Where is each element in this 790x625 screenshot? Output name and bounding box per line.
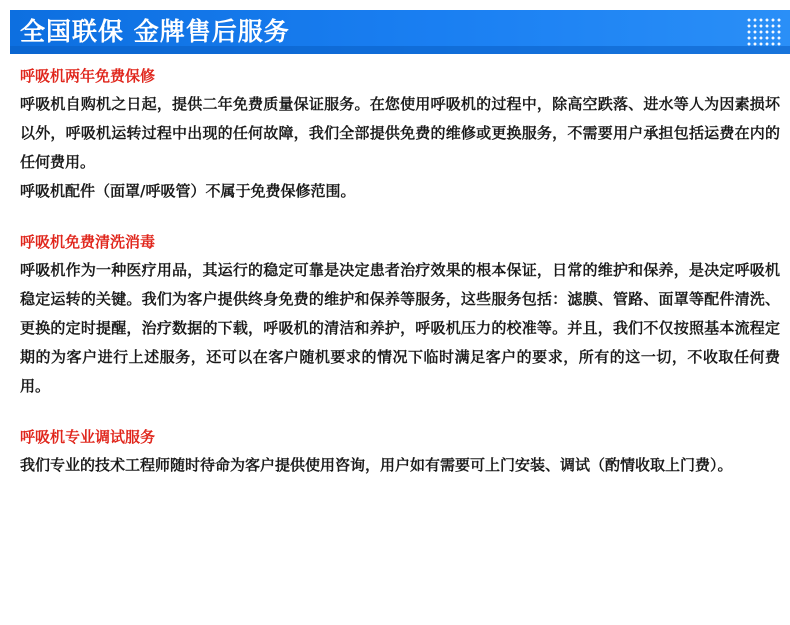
section-professional-setup: [20, 427, 780, 480]
dot-grid-decoration-icon: [746, 17, 782, 47]
banner-title: 全国联保 金牌售后服务: [20, 17, 290, 46]
section-paragraph: 呼吸机作为一种医疗用品，其运行的稳定可靠是决定患者治疗效果的根本保证，日常的维护和保养，是决定呼吸机稳定运转的关键。我们为客户提供终身免费的维护和保养等服务，这些服务包括：滤膜、管路、面罩等配件清洗、更换的定时提醒，治疗数据的下载，呼吸机的清洁和养护，呼吸机压力的校准等。并且，我们不仅按照基本流程定期的为客户进行上述服务，还可以在客户随机要求的情况下临时满足客户的要求，所有的这一切，不收取任何费用。: [20, 261, 780, 395]
section-paragraph: 我们专业的技术工程师随时待命为客户提供使用咨询，用户如有需要可上门安装、调试（酌情收取上门费）。: [20, 456, 733, 474]
header-banner: [10, 10, 790, 54]
service-content: [20, 66, 780, 480]
section-free-cleaning: [20, 232, 780, 401]
section-title: 呼吸机免费清洗消毒: [20, 233, 156, 251]
section-title: 呼吸机专业调试服务: [20, 428, 156, 446]
section-paragraph: 呼吸机配件（面罩/呼吸管）不属于免费保修范围。: [20, 182, 356, 200]
section-title: 呼吸机两年免费保修: [20, 67, 156, 85]
section-paragraph: 呼吸机自购机之日起，提供二年免费质量保证服务。在您使用呼吸机的过程中，除高空跌落、进水等人为因素损坏以外，呼吸机运转过程中出现的任何故障，我们全部提供免费的维修或更换服务，不需要用户承担包括运费在内的任何费用。: [20, 95, 780, 171]
section-free-warranty: [20, 66, 780, 206]
